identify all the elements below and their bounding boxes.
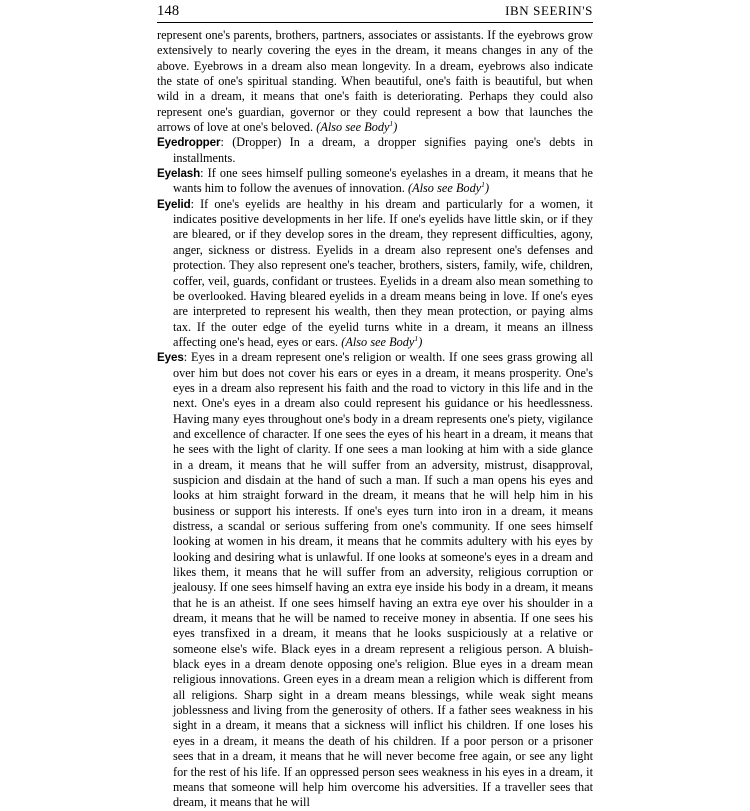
cross-reference-text: (Also see Body (341, 334, 415, 349)
cross-reference (316, 120, 397, 134)
text-block (157, 28, 593, 811)
dictionary-entry (157, 350, 593, 810)
page-number: 148 (157, 3, 180, 19)
cross-reference-text: (Also see Body (316, 120, 390, 135)
cross-reference-text: (Also see Body (408, 181, 482, 196)
cross-reference-superscript: 1 (414, 333, 419, 343)
entry-separator: : (183, 350, 191, 365)
cross-reference-close: ) (393, 120, 398, 135)
entry-separator: : (220, 135, 233, 150)
cross-reference-close: ) (484, 181, 490, 196)
carryover-paragraph (157, 28, 593, 135)
entry-text: If one sees himself pulling someone's eyelashes in a dream, it means that he wants him to follow the avenues of innovation. (173, 166, 593, 196)
entry-separator: : (200, 166, 208, 181)
entry-text: (Dropper) In a dream, a dropper signifies paying one's debts in installments. (173, 135, 593, 165)
entry-headword: Eyelash (157, 167, 201, 181)
entry-headword: Eyedropper (157, 136, 221, 150)
entry-separator: : (190, 196, 201, 211)
header-rule (157, 22, 593, 23)
cross-reference-close: ) (418, 334, 423, 349)
cross-reference (341, 335, 422, 349)
cross-reference-superscript: 1 (389, 118, 394, 128)
dictionary-entry (157, 135, 593, 166)
dictionary-entry (157, 166, 593, 197)
book-title: IBN SEERIN'S (505, 3, 593, 18)
running-header (157, 4, 593, 19)
carryover-text: represent one's parents, brothers, partners, associates or assistants. If the eyebrows grow extensively to nearly covering the eyes in the dream, it means changes in any of the above. Eyebrows in a dream also mean longevity. In a dream, eyebrows also indicate the state of one's spiritual standing. When beautiful, one's faith is beautiful, but when wild in a dream, it means that one's faith is deteriorating. Perhaps they could also represent one's guardian, governor or they could represent a bow that launches the arrows of love at one's beloved. (157, 28, 593, 135)
cross-reference (408, 181, 489, 195)
dictionary-entry (157, 197, 593, 350)
entry-text: If one's eyelids are healthy in his dream and particularly for a women, it indicates positive developments in her life. If one's eyelids have little skin, or if they are bleared, or if they develop sores in the dream, they represent difficulties, agony, anger, sickness or distress. Eyelids in a dream also represent one's defenses and protection. They also represent one's teacher, brothers, sisters, family, wife, children, coffer, veil, guards, confidant or trustees. Eyelids in a dream also mean something to be overlooked. Having bleared eyelids in a dream means being in love. If one's eyes are interpreted to represent his wealth, then they mean protection, or paying alms tax. If the outer edge of the eyelid turns white in a dream, it means an illness affecting one's head, eyes or ears. (173, 196, 593, 349)
entry-headword: Eyelid (157, 197, 191, 211)
cross-reference-superscript: 1 (481, 180, 485, 190)
entry-headword: Eyes (157, 351, 184, 365)
entry-text: Eyes in a dream represent one's religion or wealth. If one sees grass growing all over him but does not cover his ears or eyes in a dream, it means prosperity. One's eyes in a dream also represent his faith and the road to victory in this life and in the next. One's eyes in a dream also could represent his guidance or his heedlessness. Having many eyes throughout one's body in a dream represents one's piety, vigilance and excellence of character. If one sees the eyes of his heart in a dream, it means that he sees with the light of clarity. If one sees a man looking at him with a side glance in a dream, it means that he will suffer from an adversity, mistrust, disapproval, suspicion and disdain at the hand of such a man. If such a man opens his eyes and looks at him straight forward in the dream, it means that he will help him in his business or support his interests. If one's eyes turn into iron in a dream, it means distress, a scandal or serious suffering from one's community. If one sees himself looking at women in his dream, it means that he commits adultery with his eyes by looking and desiring what is unlawful. If one looks at someone's eyes in a dream and likes them, it means that he will suffer from an adversity, religious corruption or jealousy. If one sees himself having an extra eye inside his body in a dream, it means that he is an atheist. If one sees himself having an extra eye over his shoulder in a dream, it means that he will be named to receive money in absentia. If one sees his eyes transfixed in a dream, it means that he looks suspiciously at a relative or someone else's wife. Black eyes in a dream represent a religious person. A bluish-black eyes in a dream denote opposing one's religion. Blue eyes in a dream mean religious innovations. Green eyes in a dream mean a religion which is different from all religions. Sharp sight in a dream means blessings, while weak sight means joblessness and living from the generosity of others. If a father sees weakness in his sight in a dream, it means that a sickness will inflict his children. If one loses his eyes in a dream, it means the death of his children. If a poor person or a prisoner sees that in a dream, it means that he will never become free again, or see any light for the rest of his life. If an oppressed person sees weakness in his eyes in a dream, it means that someone will help him overcome his adversities. If a traveller sees that dream, it means that he will (173, 350, 593, 810)
